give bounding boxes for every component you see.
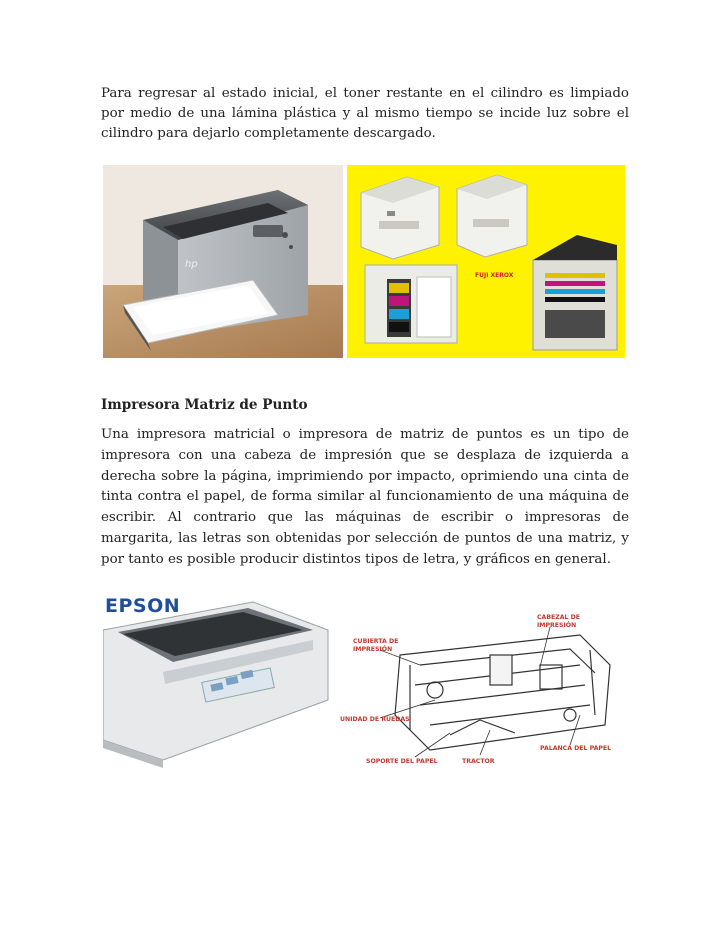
label-cabezal-2: IMPRESIÓN bbox=[537, 622, 577, 629]
epson-printer-photo bbox=[103, 590, 333, 768]
fuji-xerox-label: FUJI XEROX bbox=[475, 272, 514, 279]
intro-paragraph: Para regresar al estado inicial, el toner restante en el cilindro es limpiado por medio de una lámina plástica y al mismo tiempo se incide luz sobre el cilindro para dejarlo completamente descargado. bbox=[101, 86, 629, 141]
label-tractor: TRACTOR bbox=[462, 758, 495, 765]
matrix-printer-diagram bbox=[340, 605, 625, 770]
section-body: Una impresora matricial o impresora de matriz de puntos es un tipo de impresora con una cabeza de impresión que se desplaza de izquierda a derecha sobre la página, imprimiendo por impacto, oprimiendo una cinta de tinta contra el papel, de forma similar al funcionamiento de una máquina de escribir. Al contrario que las máquinas de escribir o impresoras de margarita, las letras son obtenidas por selección de puntos de una matriz, y por tanto es posible producir distintos tipos de letra, y gráficos en general. bbox=[101, 427, 629, 567]
epson-logo: EPSON bbox=[105, 595, 181, 617]
section-heading: Impresora Matriz de Punto bbox=[101, 397, 308, 413]
label-soporte: SOPORTE DEL PAPEL bbox=[366, 758, 438, 765]
color-laser-photo bbox=[347, 165, 625, 358]
label-cubierta-2: IMPRESIÓN bbox=[353, 646, 393, 653]
label-palanca: PALANCA DEL PAPEL bbox=[540, 745, 612, 752]
laser-printer-photo bbox=[103, 165, 343, 358]
label-cubierta-1: CUBIERTA DE bbox=[353, 638, 399, 645]
hp-logo: hp bbox=[185, 259, 198, 270]
label-cabezal-1: CABEZAL DE bbox=[537, 614, 581, 621]
label-ruedas: UNIDAD DE RUEDAS bbox=[340, 716, 410, 723]
